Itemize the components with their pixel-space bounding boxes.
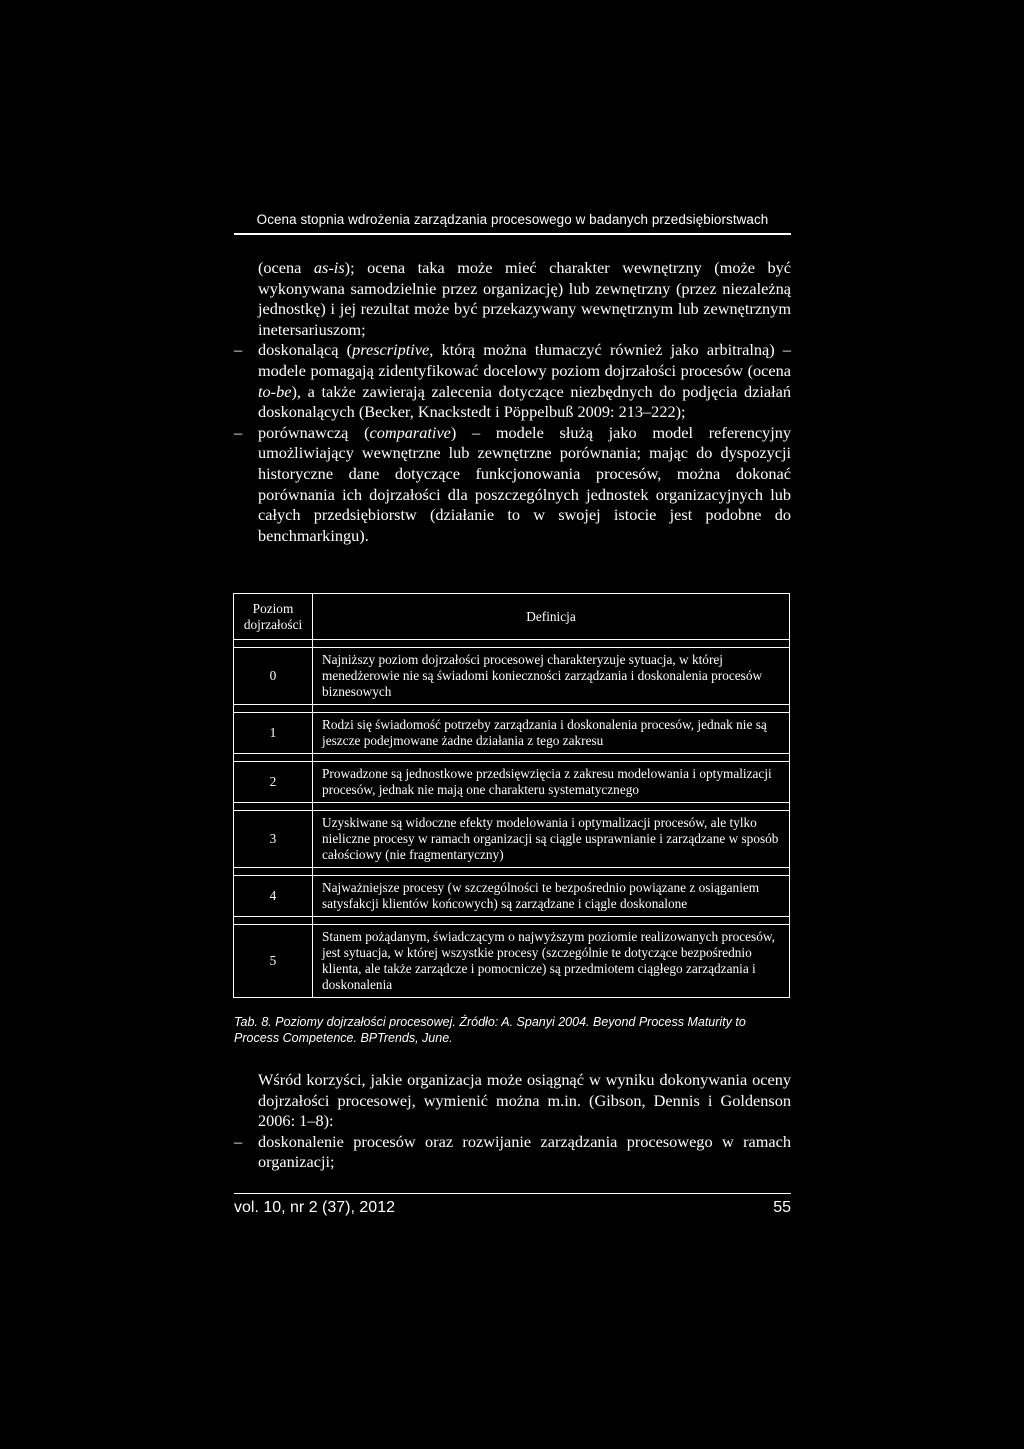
definition-cell: Stanem pożądanym, świadczącym o najwyższym poziomie realizowanych procesów, jest sytuacja, w której wszystkie procesy (szczególnie te dotyczące bezpośrednio klienta, ale także zarządcze i pomocnicze) są przedmiotem ciągłego zarządzania i doskonalenia — [313, 925, 790, 998]
list-item-prescriptive: – doskonalącą (prescriptive, którą można tłumaczyć również jako arbitralną) – modele pomagają zidentyfikować docelowy poziom dojrzałości procesów (ocena to-be), a także zawierają zalecenia dotyczące niezbędnych do podjęcia działań doskonalących (Becker, Knackstedt i Pöppelbuß 2009: 213–222); — [234, 340, 791, 422]
maturity-levels-table — [233, 593, 790, 998]
footer-rule — [234, 1193, 791, 1194]
gap-cell — [234, 640, 313, 648]
intro-text — [234, 258, 791, 546]
table-gap-row — [234, 640, 790, 648]
definition-cell: Uzyskiwane są widoczne efekty modelowania i optymalizacji procesów, ale tylko nieliczne procesy w ramach organizacji są ciągle usprawnianie i zarządzane w sposób całościowy (nie fragmentaryczny) — [313, 811, 790, 868]
page-footer — [234, 1199, 791, 1217]
running-header: Ocena stopnia wdrożenia zarządzania procesowego w badanych przedsiębiorstwach — [256, 212, 769, 227]
gap-cell — [234, 803, 313, 811]
definition-cell: Najważniejsze procesy (w szczególności te bezpośrednio powiązane z osiąganiem satysfakcji klientów końcowych) są zarządzane i ciągle doskonalone — [313, 876, 790, 917]
intro-continuation: (ocena as-is); ocena taka może mieć charakter wewnętrzny (może być wykonywana samodzielnie przez organizację) lub zewnętrzny (przez niezależną jednostkę) i jej rezultat może być przekazywany wewnętrznym lub zewnętrznym inetersariuszom; — [258, 258, 791, 339]
gap-cell — [313, 754, 790, 762]
list-item-benefit: – doskonalenie procesów oraz rozwijanie zarządzania procesowego w ramach organizacji; — [234, 1131, 791, 1172]
table-gap-row — [234, 917, 790, 925]
column-header-definition: Definicja — [313, 594, 790, 640]
level-cell: 1 — [234, 713, 313, 754]
outro-text — [234, 1070, 791, 1173]
definition-cell: Prowadzone są jednostkowe przedsięwzięcia z zakresu modelowania i optymalizacji procesów, jednak nie mają one charakteru systematycznego — [313, 762, 790, 803]
list-dash: – — [234, 422, 243, 442]
gap-cell — [313, 803, 790, 811]
definition-cell: Rodzi się świadomość potrzeby zarządzania i doskonalenia procesów, jednak nie są jeszcze podejmowane żadne działania z tego zakresu — [313, 713, 790, 754]
level-cell: 0 — [234, 648, 313, 705]
outro-paragraph: Wśród korzyści, jakie organizacja może osiągnąć w wyniku dokonywania oceny dojrzałości procesowej, wymienić można m.in. (Gibson, Dennis i Goldenson 2006: 1–8): — [258, 1070, 791, 1131]
gap-cell — [313, 640, 790, 648]
gap-cell — [313, 917, 790, 925]
table-caption: Tab. 8. Poziomy dojrzałości procesowej. Źródło: A. Spanyi 2004. Beyond Process Maturity to Process Competence. BPTrends, June. — [234, 1015, 746, 1045]
gap-cell — [234, 754, 313, 762]
list-dash: – — [234, 340, 243, 360]
table-gap-row — [234, 754, 790, 762]
level-cell: 4 — [234, 876, 313, 917]
table-body — [234, 640, 790, 998]
level-cell: 3 — [234, 811, 313, 868]
column-header-level: Poziom dojrzałości — [234, 594, 313, 640]
gap-cell — [313, 868, 790, 876]
level-cell: 5 — [234, 925, 313, 998]
gap-cell — [234, 917, 313, 925]
table-row — [234, 648, 790, 705]
page-number: 55 — [773, 1199, 791, 1216]
table-gap-row — [234, 705, 790, 713]
table-row — [234, 713, 790, 754]
table-header-row — [234, 594, 790, 640]
table-row — [234, 811, 790, 868]
level-cell: 2 — [234, 762, 313, 803]
gap-cell — [234, 868, 313, 876]
table-gap-row — [234, 868, 790, 876]
table-row — [234, 876, 790, 917]
list-dash: – — [234, 1131, 243, 1151]
journal-volume: vol. 10, nr 2 (37), 2012 — [234, 1199, 395, 1216]
table-row — [234, 762, 790, 803]
definition-cell: Najniższy poziom dojrzałości procesowej charakteryzuje sytuacja, w której menedżerowie nie są świadomi konieczności zarządzania i doskonalenia procesów biznesowych — [313, 648, 790, 705]
header-rule — [234, 233, 791, 235]
gap-cell — [234, 705, 313, 713]
list-item-comparative: – porównawczą (comparative) – modele służą jako model referencyjny umożliwiający wewnętrzne lub zewnętrzne porównania; mając do dyspozycji historyczne dane dotyczące funkcjonowania procesów, można dokonać porównania ich dojrzałości dla poszczególnych jednostek organizacyjnych lub całych przedsiębiorstw (działanie to w swojej istocie jest podobne do benchmarkingu). — [234, 422, 792, 545]
table-row — [234, 925, 790, 998]
gap-cell — [313, 705, 790, 713]
table-gap-row — [234, 803, 790, 811]
